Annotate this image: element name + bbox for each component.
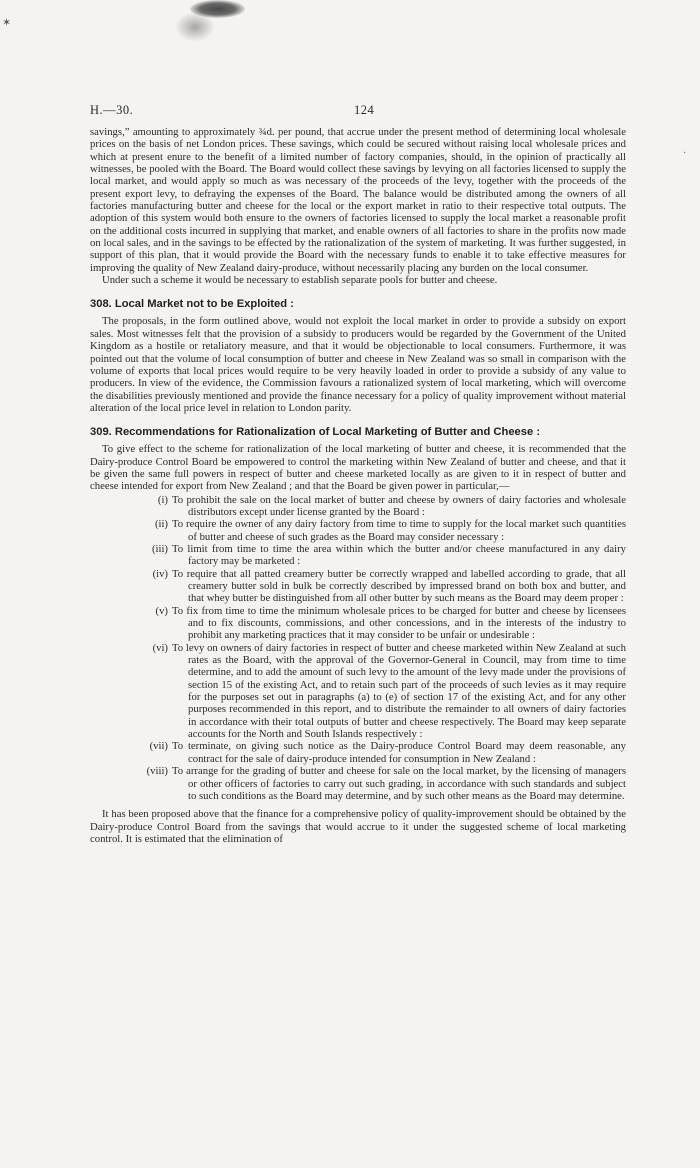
item-text: To require that all patted creamery butter be correctly wrapped and labelled according to grade, that all creamery butter sold in bulk be correctly described by impressed brand on both box and butter, and that whey butter be distinguished from all other butter by such means as the Board may deem proper : [172,567,626,605]
section-308-heading: 308. Local Market not to be Exploited : [90,298,294,311]
list-item [90,740,626,765]
item-text: To limit from time to time the area within which the butter and/or cheese manufactured in any dairy factory may be marketed : [172,542,626,568]
edge-mark: ✶ [2,17,12,29]
list-item [90,605,626,642]
section-309-heading: 309. Recommendations for Rationalization of Local Marketing of Butter and Cheese : [90,426,541,439]
item-number: (vii) [149,740,168,753]
item-text: To fix from time to time the minimum wholesale prices to be charged for butter and cheese by licensees and to fix discounts, commissions, and other concessions, and in the interests of the industry to prohibit any marketing practices that it may consider to be unfair or undesirable : [172,604,626,642]
recommendation-list [90,494,626,803]
section-309-intro: To give effect to the scheme for rationalization of the local marketing of butter and cheese, it is recommended that the Dairy-produce Control Board be empowered to control the marketing within New Zealand of butter and cheese, and that it be given the same full powers in respect of butter and cheese marketed locally as are given to it in respect of butter and cheese intended for export from New Zealand ; and that the Board be given power in particular,— [90,443,626,493]
item-text: To require the owner of any dairy factory from time to time to supply for the local market such quantities of butter and cheese of such grades as the Board may consider necessary : [172,518,626,543]
list-item [90,765,626,802]
item-number: (viii) [146,765,168,778]
item-text: To prohibit the sale on the local market of butter and cheese by owners of dairy factories and wholesale distributors except under license granted by the Board : [172,493,626,518]
page-number: 124 [354,103,375,117]
paragraph-separate-pools: Under such a scheme it would be necessary to establish separate pools for butter and cheese. [102,274,498,287]
list-item [90,543,626,568]
document-reference: H.—30. [90,103,134,117]
item-text: To terminate, on giving such notice as the Dairy-produce Control Board may deem reasonable, any contract for the sale of dairy-produce intended for consumption in New Zealand : [172,740,626,765]
closing-paragraph: It has been proposed above that the finance for a comprehensive policy of quality-improvement should be obtained by the Dairy-produce Control Board from the savings that would accrue to it under the suggested scheme of local marketing control. It is estimated that the elimination of [90,808,626,845]
item-number: (iv) [152,567,168,580]
list-item [90,494,626,519]
list-item [90,568,626,605]
document-page [90,104,626,845]
item-number: (v) [155,604,168,617]
item-number: (ii) [154,518,168,531]
paragraph-continued: savings,” amounting to approximately ¾d. per pound, that accrue under the present method of determining local wholesale prices on the basis of net London prices. These savings, which could be secured without raising local wholesale prices and which at present enure to the benefit of a limited number of factory companies, should, in the opinion of practically all witnesses, be pooled with the Board. The Board would collect these savings by levying on all factories licensed to supply the local market, and would apply so much as was necessary of the proceeds of the levy, together with the proceeds of the present export levy, to defraying the expenses of the Board. The balance would be distributed among the owners of all factories manufacturing butter and cheese for the local or the export market in ratio to their respective total outputs. The adoption of this system would both ensure to the owners of factories licensed to supply the local market a reasonable profit on the additional costs incurred in supplying that market, and enable owners of all factories to share in the profits now made on local sales, and in the savings to be effected by the rationalization of the system of marketing. It was further suggested, in support of this plan, that it would provide the Board with the necessary funds to enable it to take effective measures for improving the quality of New Zealand dairy-produce, without necessarily placing any burden on the local consumer. [90,126,626,274]
item-number: (iii) [151,542,168,555]
ink-smudge-shadow [175,12,215,42]
item-number: (i) [157,493,168,506]
item-number: (vi) [152,641,168,654]
page-header [90,104,626,126]
list-item [90,518,626,543]
section-308-text: The proposals, in the form outlined above, would not exploit the local market in order to provide a subsidy on export sales. Most witnesses felt that the provision of a subsidy to producers would be regarded by the Government of the United Kingdom as a hostile or retaliatory measure, and that it would be objectionable to local consumers. Furthermore, it was pointed out that the volume of local consumption of butter and cheese in New Zealand was so small in comparison with the volume of exports that local prices would require to be very heavily loaded in order to provide a subsidy of any value to producers. In view of the evidence, the Commission favours a rationalized system of local marketing, which will overcome the disabilities previously mentioned and provide the finance necessary for a policy of quality improvement without material alteration of the local price level in relation to London parity. [90,315,626,414]
item-text: To levy on owners of dairy factories in respect of butter and cheese marketed within New Zealand at such rates as the Board, with the approval of the Governor-General in Council, may from time to time determine, and to add the amount of such levy to the amount of the levy made under the provisions of section 15 of the existing Act, and to retain such part of the proceeds of such levies as it may require for the purposes set out in paragraphs (a) to (e) of section 17 of the existing Act, and for any other purposes recommended in this report, and to distribute the remainder to all owners of dairy factories in accordance with their total outputs of butter and cheese respectively. The Board may keep separate accounts for the North and South Islands respectively : [172,641,626,741]
item-text: To arrange for the grading of butter and cheese for sale on the local market, by the licensing of managers or other officers of factories to carry out such grading, in accordance with such standards and subject to such conditions as the Board may determine, and by such other means as the Board may determine. [172,765,626,802]
margin-mark: · [683,148,687,159]
list-item [90,642,626,741]
